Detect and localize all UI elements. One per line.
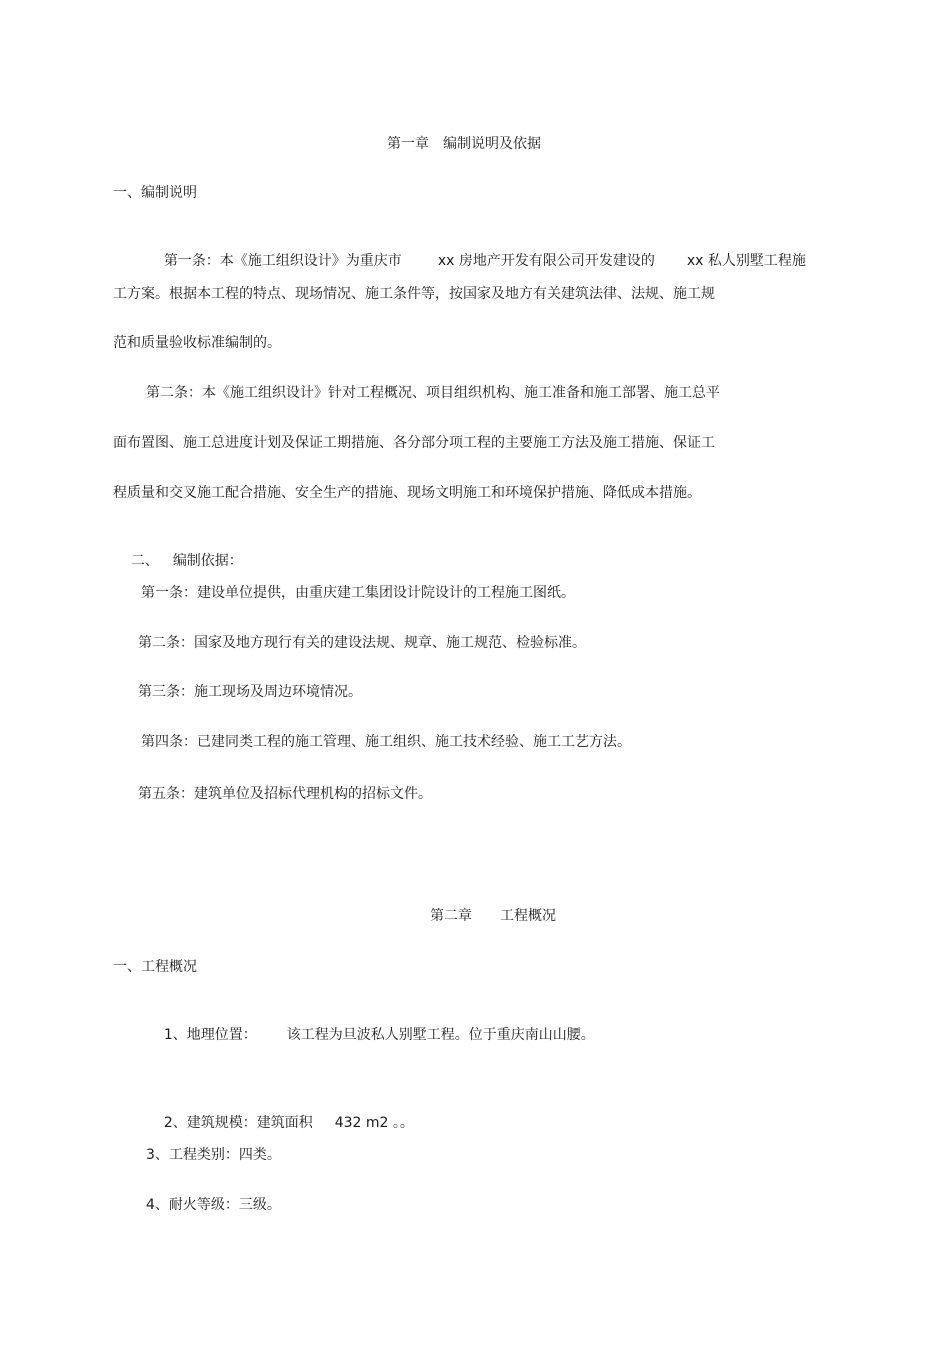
article1-line3: 范和质量验收标准编制的。 <box>113 335 281 351</box>
basis-item-5: 第五条：建筑单位及招标代理机构的招标文件。 <box>138 786 432 802</box>
location-label: 1、地理位置： <box>163 1027 257 1043</box>
overview-heading: 一、工程概况 <box>113 959 197 975</box>
article1-part1: 第一条：本《施工组织设计》为重庆市 <box>163 253 402 269</box>
article2-line3: 程质量和交叉施工配合措施、安全生产的措施、现场文明施工和环境保护措施、降低成本措施。 <box>113 485 701 501</box>
chapter1-title: 第一章 编制说明及依据 <box>387 136 541 152</box>
article2-line1: 第二条：本《施工组织设计》针对工程概况、项目组织机构、施工准备和施工部署、施工总平 <box>146 385 720 401</box>
chapter2-title: 第二章 工程概况 <box>430 908 556 924</box>
overview-item-location <box>146 1008 595 1062</box>
article1-line1 <box>146 234 806 288</box>
location-value: 该工程为旦波私人别墅工程。位于重庆南山山腰。 <box>286 1027 595 1043</box>
section2-heading-line <box>113 534 243 588</box>
section2-heading: 编制依据： <box>172 553 243 569</box>
section2-number: 二、 <box>130 553 159 569</box>
article1-part3: xx 私人别墅工程施 <box>686 253 806 269</box>
article2-line2: 面布置图、施工总进度计划及保证工期措施、各分部分项工程的主要施工方法及施工措施、保证工 <box>113 435 715 451</box>
basis-item-3: 第三条：施工现场及周边环境情况。 <box>138 684 362 700</box>
basis-item-1: 第一条：建设单位提供，由重庆建工集团设计院设计的工程施工图纸。 <box>141 585 575 601</box>
basis-item-2: 第二条：国家及地方现行有关的建设法规、规章、施工规范、检验标准。 <box>138 635 586 651</box>
scale-value: 432 m2 。。 <box>334 1115 414 1131</box>
overview-item-fire-rating: 4、耐火等级：三级。 <box>146 1197 281 1213</box>
basis-item-4: 第四条：已建同类工程的施工管理、施工组织、施工技术经验、施工工艺方法。 <box>141 734 631 750</box>
overview-item-scale <box>146 1096 414 1150</box>
section1-heading: 一、编制说明 <box>113 185 197 201</box>
scale-label: 2、建筑规模：建筑面积 <box>163 1115 313 1131</box>
overview-item-category: 3、工程类别：四类。 <box>146 1147 281 1163</box>
article1-line2: 工方案。根据本工程的特点、现场情况、施工条件等，按国家及地方有关建筑法律、法规、施工规 <box>113 286 715 302</box>
article1-part2: xx 房地产开发有限公司开发建设的 <box>437 253 655 269</box>
